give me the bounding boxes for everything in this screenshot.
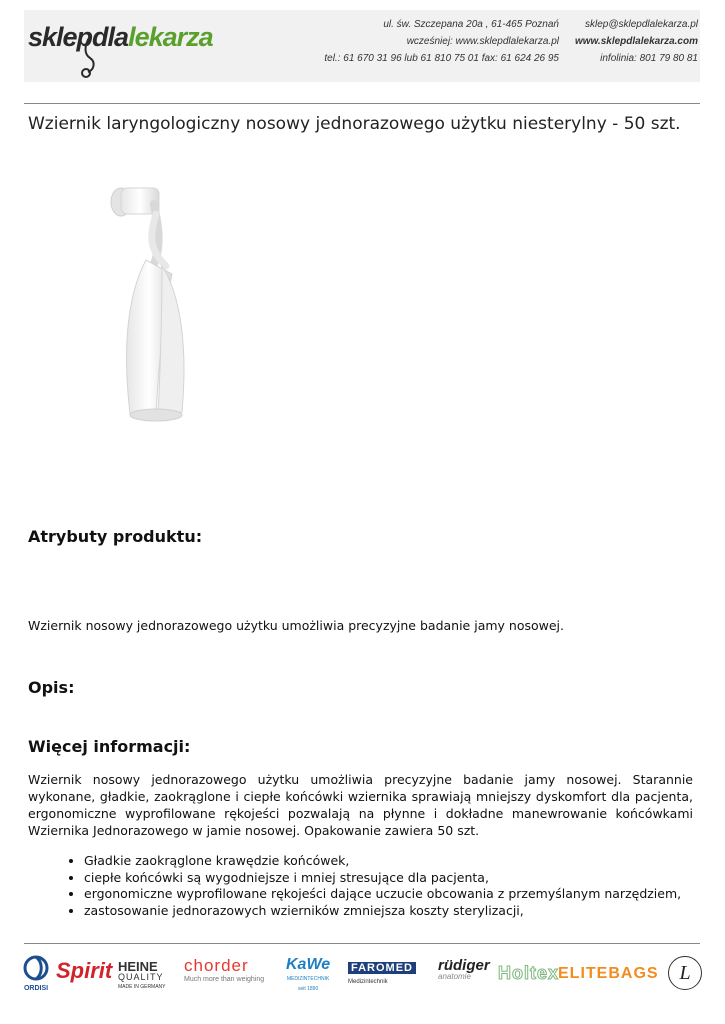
brand-elitebags[interactable]: ELITEBAGS bbox=[558, 965, 659, 982]
header-divider bbox=[24, 103, 700, 104]
product-title: Wziernik laryngologiczny nosowy jednorazowego użytku niesterylny - 50 szt. bbox=[28, 114, 681, 134]
formerly-url[interactable]: wcześniej: www.sklepdlalekarza.pl bbox=[406, 36, 559, 47]
page-header bbox=[24, 10, 700, 82]
brand-chorder[interactable]: chorder Much more than weighing bbox=[184, 956, 265, 983]
address-text: ul. św. Szczepana 20a , 61-465 Poznań bbox=[383, 19, 559, 30]
website-link[interactable]: www.sklepdlalekarza.com bbox=[574, 36, 698, 47]
brand-rudiger[interactable]: rüdiger anatomie bbox=[438, 957, 490, 981]
more-info-heading: Więcej informacji: bbox=[28, 737, 191, 756]
phone-numbers: tel.: 61 670 31 96 lub 61 810 75 01 fax: 61 624 26 95 bbox=[324, 53, 559, 64]
brand-kawe[interactable]: KaWe MEDIZINTECHNIK seit 1890 bbox=[286, 956, 331, 992]
list-item: • Gładkie zaokrąglone krawędzie końcówek, bbox=[84, 853, 693, 870]
brand-holtex[interactable]: Holtex bbox=[498, 963, 560, 983]
list-item: • zastosowanie jednorazowych wzierników zmniejsza koszty sterylizacji, bbox=[84, 903, 693, 920]
attributes-heading: Atrybuty produktu: bbox=[28, 527, 203, 546]
brand-heine[interactable]: HEINE QUALITY MADE IN GERMANY bbox=[118, 959, 166, 990]
brand-ordisi[interactable]: ORDISI bbox=[22, 954, 50, 992]
brand-faromed[interactable]: FAROMED Medizintechnik bbox=[348, 962, 416, 987]
list-item: • ergonomiczne wyprofilowane rękojeści dające uczucie obcowania z przemyślanym narzędziem, bbox=[84, 886, 693, 903]
more-info-text: Wziernik nosowy jednorazowego użytku umożliwia precyzyjne badanie jamy nosowej. Starannie wykonane, gładkie, zaokrąglone i ciepłe końcówki wziernika sprawiają mniejszy dyskomfort dla pacjenta, ergonomiczne wyprofilowane rękojeści pozwalają na płynne i dokładne manewrowanie końcówkami Wziernika Jednorazowego w jamie nosowej. Opakowanie zawiera 50 szt. bbox=[28, 772, 693, 838]
infoline-number: infolinia: 801 79 80 81 bbox=[600, 53, 698, 64]
store-contact-online bbox=[564, 16, 698, 67]
email-link[interactable]: sklep@sklepdlalekarza.pl bbox=[585, 19, 698, 30]
stethoscope-icon bbox=[76, 32, 104, 78]
description-heading: Opis: bbox=[28, 678, 75, 697]
product-image bbox=[96, 174, 216, 434]
features-list bbox=[28, 853, 693, 919]
store-logo[interactable]: sklepdlalekarza bbox=[28, 22, 213, 52]
footer-divider bbox=[24, 943, 700, 944]
short-description: Wziernik nosowy jednorazowego użytku umożliwia precyzyjne badanie jamy nosowej. bbox=[28, 618, 564, 633]
store-contact-address bbox=[309, 16, 559, 67]
list-item: • ciepłe końcówki są wygodniejsze i mniej stresujące dla pacjenta, bbox=[84, 870, 693, 887]
brand-logos-strip bbox=[22, 952, 702, 1002]
brand-spirit[interactable]: Spirit bbox=[56, 958, 113, 983]
ordisi-logo-icon bbox=[23, 954, 49, 984]
brand-littmann[interactable]: L bbox=[668, 956, 702, 990]
